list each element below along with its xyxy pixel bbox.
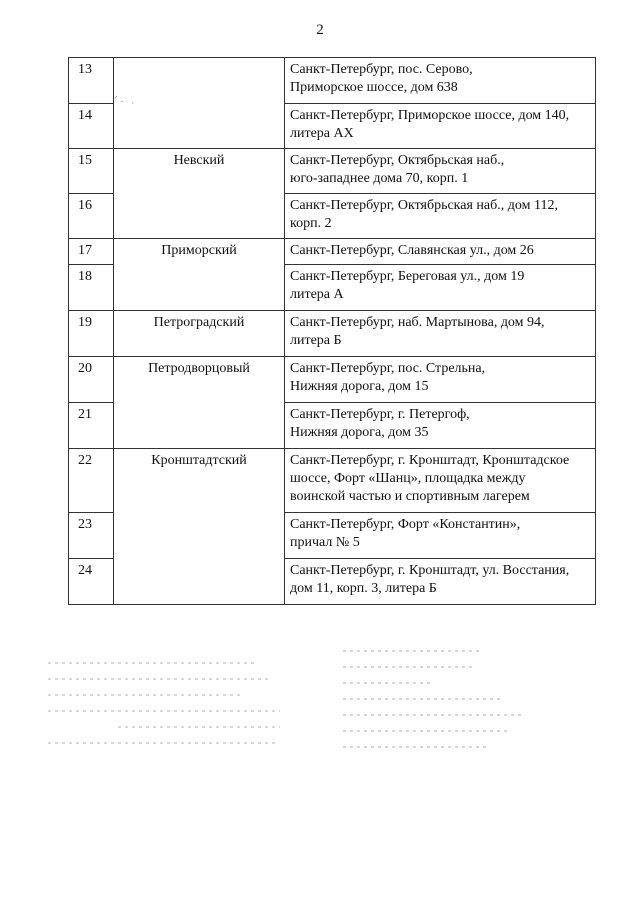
table-row [69, 58, 596, 104]
faded-stamp-left [48, 662, 280, 758]
district-cell: Приморский [114, 239, 285, 311]
district-cell: Невский [114, 149, 285, 239]
address-line: юго-западнее дома 70, корп. 1 [290, 171, 469, 186]
row-number: 18 [69, 265, 114, 311]
address-cell [285, 403, 596, 449]
address-cell [285, 311, 596, 357]
address-cell [285, 194, 596, 239]
address-line: Санкт-Петербург, Октябрьская наб., [290, 153, 505, 168]
address-line: Санкт-Петербург, Славянская ул., дом 26 [290, 243, 534, 258]
row-number: 21 [69, 403, 114, 449]
address-line: Санкт-Петербург, Приморское шоссе, дом 140, [290, 108, 570, 123]
address-line: литера Б [290, 333, 342, 348]
table-row [69, 239, 596, 265]
scan-mark: ᐟ. ˏ [114, 94, 138, 104]
address-cell [285, 449, 596, 513]
row-number: 22 [69, 449, 114, 513]
address-line: шоссе, Форт «Шанц», площадка между [290, 471, 526, 486]
address-cell [285, 357, 596, 403]
address-line: Приморское шоссе, дом 638 [290, 80, 458, 95]
address-cell [285, 239, 596, 265]
district-cell: Кронштадтский [114, 449, 285, 605]
address-line: Санкт-Петербург, пос. Серово, [290, 62, 473, 77]
address-line: Санкт-Петербург, г. Кронштадт, ул. Восстания, [290, 563, 570, 578]
row-number: 19 [69, 311, 114, 357]
address-cell [285, 559, 596, 605]
address-line: литера АХ [290, 126, 354, 141]
row-number: 16 [69, 194, 114, 239]
faded-stamp-right [343, 650, 523, 762]
district-cell: Петроградский [114, 311, 285, 357]
address-line: Санкт-Петербург, наб. Мартынова, дом 94, [290, 315, 545, 330]
address-cell [285, 513, 596, 559]
row-number: 14 [69, 104, 114, 149]
table-row [69, 357, 596, 403]
address-cell [285, 149, 596, 194]
row-number: 20 [69, 357, 114, 403]
address-line: Санкт-Петербург, г. Кронштадт, Кронштадское [290, 453, 570, 468]
address-line: литера А [290, 287, 344, 302]
row-number: 15 [69, 149, 114, 194]
address-line: причал № 5 [290, 535, 360, 550]
table-row [69, 449, 596, 513]
address-line: Санкт-Петербург, пос. Стрельна, [290, 361, 486, 376]
address-line: корп. 2 [290, 216, 332, 231]
district-cell: Петродворцовый [114, 357, 285, 449]
row-number: 24 [69, 559, 114, 605]
row-number: 13 [69, 58, 114, 104]
address-line: Нижняя дорога, дом 15 [290, 379, 429, 394]
table-row [69, 149, 596, 194]
row-number: 23 [69, 513, 114, 559]
district-cell [114, 58, 285, 149]
address-cell [285, 265, 596, 311]
address-line: Санкт-Петербург, Форт «Константин», [290, 517, 521, 532]
address-line: воинской частью и спортивным лагерем [290, 489, 530, 504]
address-line: дом 11, корп. 3, литера Б [290, 581, 437, 596]
address-table [68, 57, 596, 605]
address-line: Санкт-Петербург, Октябрьская наб., дом 112, [290, 198, 558, 213]
row-number: 17 [69, 239, 114, 265]
address-line: Санкт-Петербург, г. Петергоф, [290, 407, 470, 422]
address-cell [285, 104, 596, 149]
address-line: Нижняя дорога, дом 35 [290, 425, 429, 440]
table-row [69, 311, 596, 357]
page-number: 2 [316, 22, 324, 38]
address-line: Санкт-Петербург, Береговая ул., дом 19 [290, 269, 525, 284]
address-cell [285, 58, 596, 104]
